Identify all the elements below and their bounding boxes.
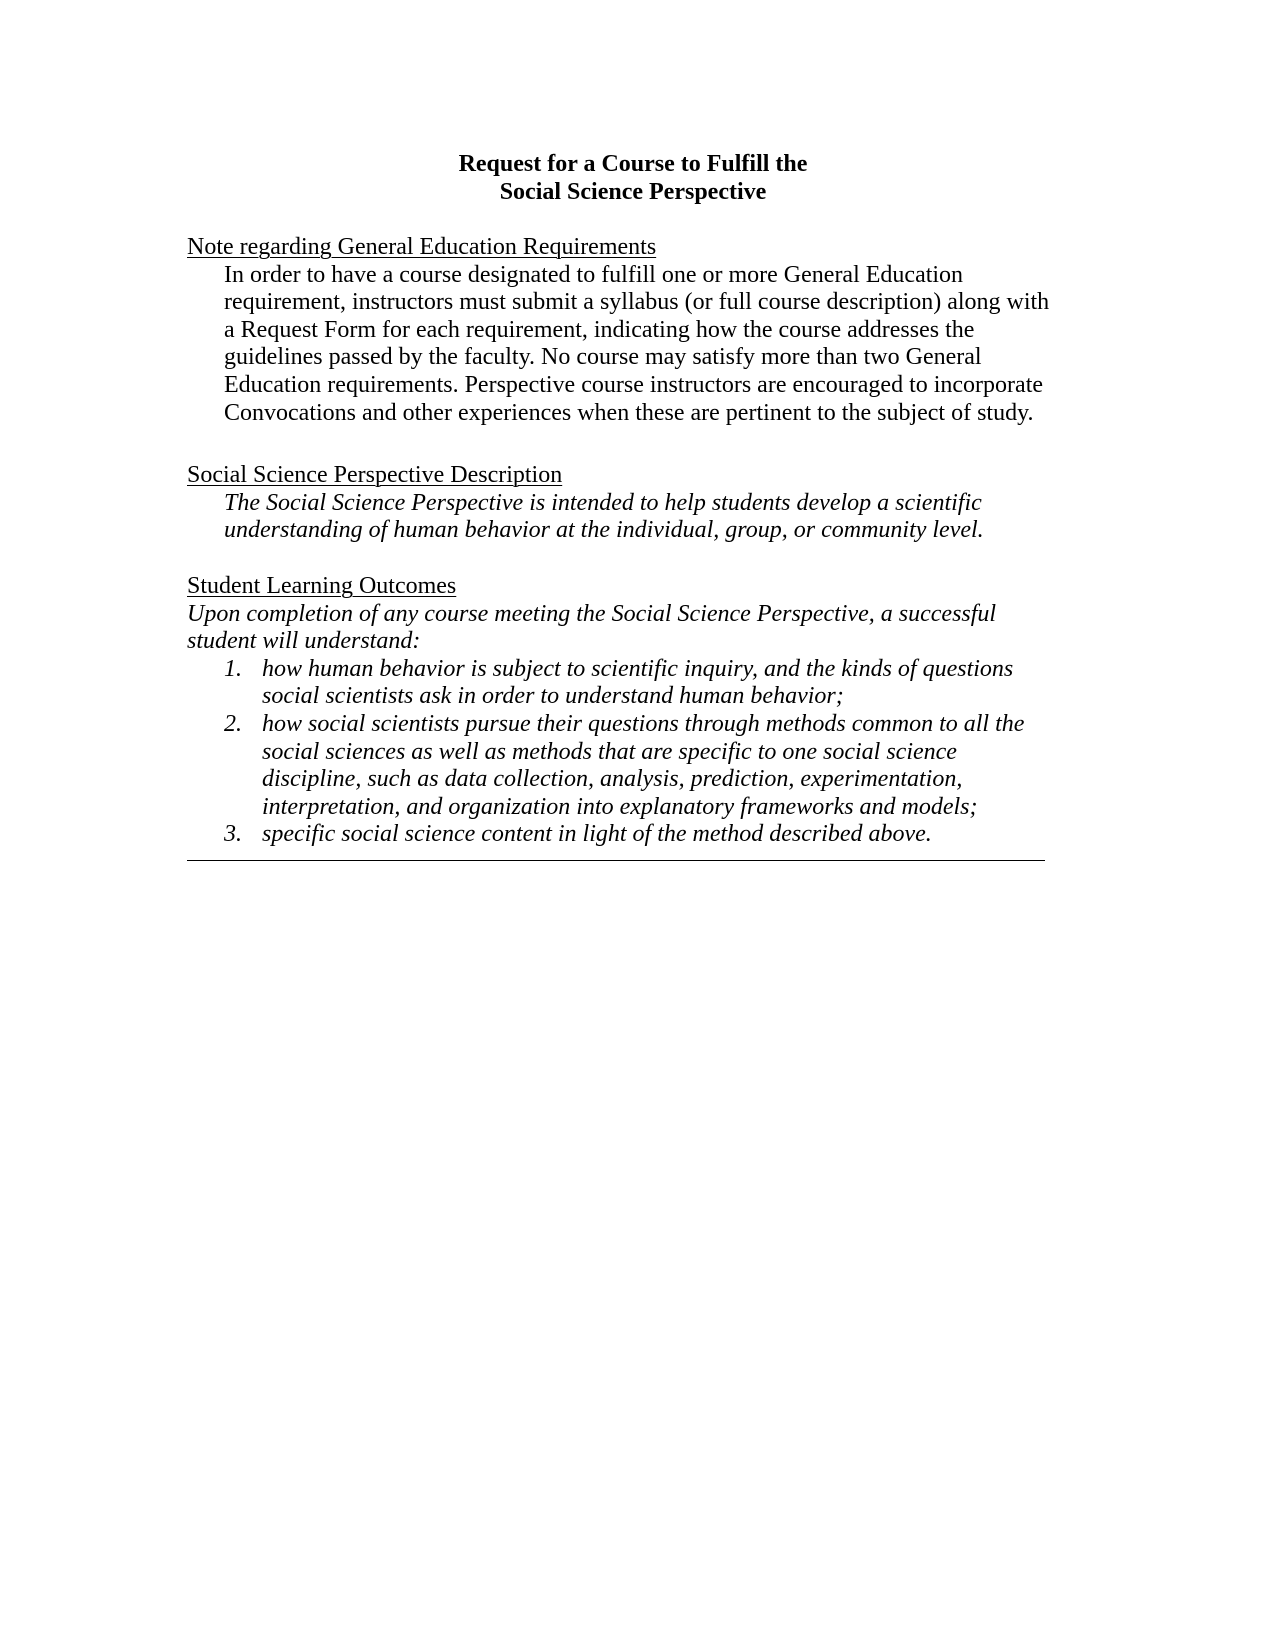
note-line: Education requirements. Perspective course instructors are encouraged to incorporate <box>224 371 1044 398</box>
outcomes-intro <box>187 601 1087 656</box>
outcomes-list <box>187 656 1087 849</box>
description-body <box>224 490 1087 545</box>
outcome-line: social scientists ask in order to understand human behavior; <box>262 683 844 710</box>
outcome-number: 2. <box>224 710 242 737</box>
outcome-line: how human behavior is subject to scientific inquiry, and the kinds of questions <box>262 655 1014 682</box>
outcomes-intro-line: student will understand: <box>187 628 421 655</box>
outcome-line: how social scientists pursue their questions through methods common to all the <box>262 710 1025 737</box>
horizontal-rule <box>187 859 1045 861</box>
outcome-line: discipline, such as data collection, analysis, prediction, experimentation, <box>262 766 963 793</box>
note-line: In order to have a course designated to fulfill one or more General Education <box>224 261 964 288</box>
outcomes-heading: Student Learning Outcomes <box>187 572 457 599</box>
note-line: Convocations and other experiences when these are pertinent to the subject of study. <box>224 399 1034 426</box>
document-page <box>187 150 1087 861</box>
document-title <box>183 150 1083 206</box>
note-section <box>187 234 1087 427</box>
note-line: guidelines passed by the faculty. No course may satisfy more than two General <box>224 344 982 371</box>
outcome-line: specific social science content in light of the method described above. <box>262 821 932 848</box>
outcome-number: 1. <box>224 655 242 682</box>
description-heading: Social Science Perspective Description <box>187 462 563 489</box>
outcomes-intro-line: Upon completion of any course meeting the Social Science Perspective, a successful <box>187 600 997 627</box>
description-line: understanding of human behavior at the individual, group, or community level. <box>224 517 984 544</box>
outcome-item <box>187 711 1087 821</box>
outcome-item <box>187 821 1087 849</box>
outcome-number: 3. <box>224 821 242 848</box>
note-body <box>224 262 1087 428</box>
note-heading: Note regarding General Education Requirements <box>187 234 657 260</box>
outcome-item <box>187 656 1087 711</box>
description-line: The Social Science Perspective is intended to help students develop a scientific <box>224 489 982 516</box>
title-line-2: Social Science Perspective <box>499 179 767 205</box>
outcomes-section <box>187 573 1087 861</box>
outcome-line: interpretation, and organization into explanatory frameworks and models; <box>262 793 978 820</box>
outcome-line: social sciences as well as methods that are specific to one social science <box>262 738 957 765</box>
note-line: requirement, instructors must submit a syllabus (or full course description) along with <box>224 289 1050 316</box>
title-line-1: Request for a Course to Fulfill the <box>458 151 808 177</box>
note-line: a Request Form for each requirement, indicating how the course addresses the <box>224 316 975 343</box>
description-section <box>187 462 1087 545</box>
